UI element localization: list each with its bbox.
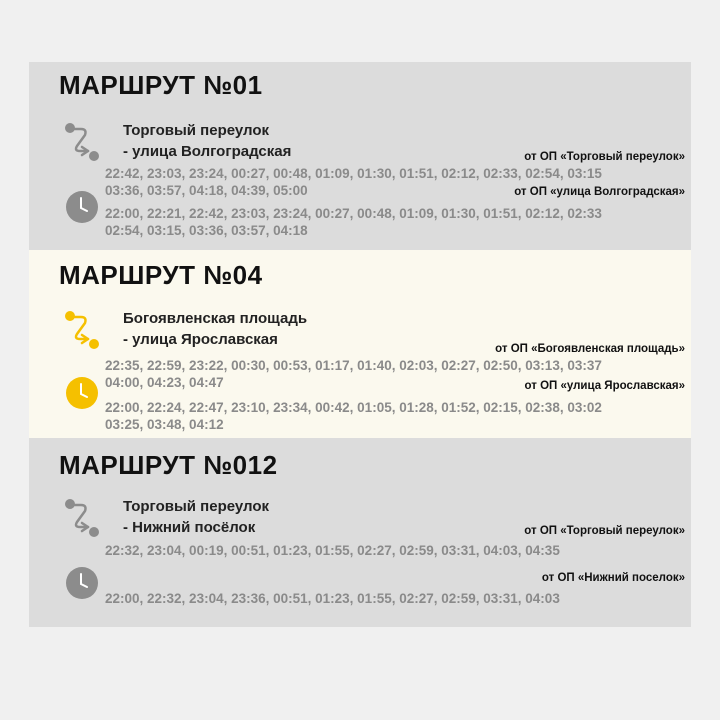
direction-label: от ОП «улица Волгоградская» bbox=[514, 186, 685, 198]
route-title: МАРШРУТ №04 bbox=[59, 260, 263, 290]
route-title: МАРШРУТ №012 bbox=[59, 450, 278, 480]
route-icon bbox=[61, 120, 99, 164]
timetable: 22:32, 23:04, 00:19, 00:51, 01:23, 01:55, 02:27, 02:59, 03:31, 04:03, 04:35 bbox=[105, 543, 560, 558]
timetable: 22:42, 23:03, 23:24, 00:27, 00:48, 01:09, 01:30, 01:51, 02:12, 02:33, 02:54, 03:15 03:36, 03:57, 04:18, 04:39, 05:00 bbox=[105, 166, 602, 198]
direction-label: от ОП «Нижний поселок» bbox=[541, 572, 685, 584]
direction-label: от ОП «Торговый переулок» bbox=[524, 525, 685, 537]
route-title: МАРШРУТ №01 bbox=[59, 70, 263, 100]
direction-label: от ОП «Торговый переулок» bbox=[524, 151, 685, 163]
route-card-04 bbox=[29, 250, 691, 438]
timetable: 22:00, 22:24, 22:47, 23:10, 23:34, 00:42, 01:05, 01:28, 01:52, 02:15, 02:38, 03:02 03:25, 03:48, 04:12 bbox=[105, 400, 602, 432]
route-stops: Торговый переулок - Нижний посёлок bbox=[123, 498, 270, 536]
route-icon bbox=[61, 308, 99, 352]
direction-label: от ОП «Богоявленская площадь» bbox=[495, 343, 685, 355]
direction-label: от ОП «улица Ярославская» bbox=[524, 380, 685, 392]
route-card-012 bbox=[29, 438, 691, 627]
timetable: 22:35, 22:59, 23:22, 00:30, 00:53, 01:17, 01:40, 02:03, 02:27, 02:50, 03:13, 03:37 04:00, 04:23, 04:47 bbox=[105, 358, 602, 390]
timetable: 22:00, 22:21, 22:42, 23:03, 23:24, 00:27, 00:48, 01:09, 01:30, 01:51, 02:12, 02:33 02:54, 03:15, 03:36, 03:57, 04:18 bbox=[105, 206, 602, 238]
route-stops: Торговый переулок - улица Волгоградская bbox=[123, 122, 292, 160]
clock-icon bbox=[65, 190, 99, 224]
clock-icon bbox=[65, 376, 99, 410]
clock-icon bbox=[65, 566, 99, 600]
route-card-01 bbox=[29, 62, 691, 250]
route-stops: Богоявленская площадь - улица Ярославская bbox=[123, 310, 308, 348]
timetable: 22:00, 22:32, 23:04, 23:36, 00:51, 01:23, 01:55, 02:27, 02:59, 03:31, 04:03 bbox=[105, 591, 560, 606]
route-icon bbox=[61, 496, 99, 540]
